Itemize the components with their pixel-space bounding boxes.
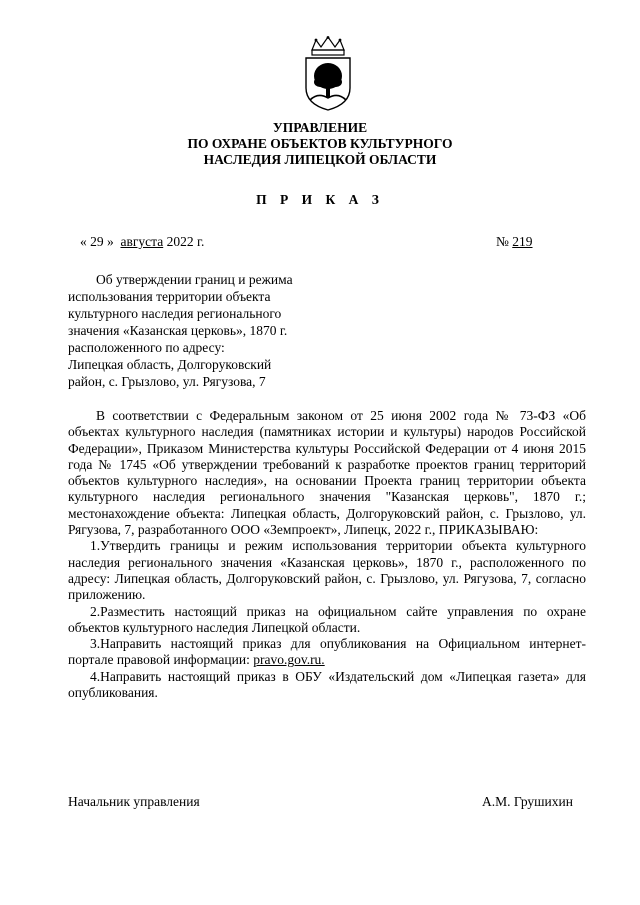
org-line-3: НАСЛЕДИЯ ЛИПЕЦКОЙ ОБЛАСТИ — [203, 152, 437, 167]
subject-line: использования территории объекта — [68, 289, 271, 304]
order-item-3-text: 3.Направить настоящий приказ для опубликования на Официальном интернет-портале правовой информации: — [68, 636, 586, 668]
signatory-position: Начальник управления — [68, 794, 200, 809]
document-number — [496, 234, 533, 250]
subject-line: расположенного по адресу: — [68, 340, 225, 355]
document-subject — [68, 271, 328, 390]
document-type: П Р И К А З — [256, 192, 384, 207]
date-month: августа — [120, 234, 164, 249]
number-value: 219 — [512, 234, 533, 249]
subject-line: культурного наследия регионального — [68, 306, 282, 321]
document-date — [80, 234, 204, 250]
signatory-name: А.М. Грушихин — [482, 794, 573, 809]
subject-line: район, с. Грызлово, ул. Рягузова, 7 — [68, 374, 266, 389]
subject-line: Липецкая область, Долгоруковский — [68, 357, 272, 372]
date-day: 29 — [90, 234, 104, 249]
subject-line: значения «Казанская церковь», 1870 г. — [68, 323, 288, 338]
order-item-3 — [68, 636, 586, 669]
order-item-2: 2.Разместить настоящий приказ на официальном сайте управления по охране объектов культурного наследия Липецкой области. — [68, 603, 586, 635]
preamble-paragraph: В соответствии с Федеральным законом от 25 июня 2002 года № 73-ФЗ «Об объектах культурного наследия (памятниках истории и культуры) народов Российской Федерации», Приказом Министерства культуры Российской Федерации от 4 июня 2015 года № 1745 «Об утверждении требований к разработке проектов границ территорий объектов культурного наследия», на основании Проекта границ территории объекта культурного наследия регионального значения "Казанская церковь", 1870 г.; местонахождение объекта: Липецкая область, Долгоруковский район, с. Грызлово, ул. Рягузова, 7, разработанного ООО «Земпроект», Липецк, 2022 г., ПРИКАЗЫВАЮ: — [68, 408, 586, 538]
document-body — [68, 408, 586, 701]
day-open-quote: « — [80, 234, 87, 249]
order-item-1: 1.Утвердить границы и режим использования территории объекта культурного наследия регионального значения «Казанская церковь», 1870 г., расположенного по адресу: Липецкая область, Долгоруковский район, с. Грызлово, ул. Рягузова, 7, согласно приложению. — [68, 538, 586, 603]
org-line-1: УПРАВЛЕНИЕ — [272, 120, 368, 135]
org-line-2: ПО ОХРАНЕ ОБЪЕКТОВ КУЛЬТУРНОГО — [187, 136, 453, 151]
number-prefix: № — [496, 234, 509, 249]
subject-line: Об утверждении границ и режима — [96, 272, 293, 287]
lipetsk-coat-of-arms-icon — [302, 36, 354, 112]
day-close-quote: » — [107, 234, 114, 249]
organization-name — [0, 120, 640, 168]
order-item-4: 4.Направить настоящий приказ в ОБУ «Издательский дом «Липецкая газета» для опубликования. — [68, 668, 586, 701]
date-year: 2022 г. — [166, 234, 205, 249]
pravo-gov-link[interactable]: pravo.gov.ru. — [253, 652, 325, 668]
